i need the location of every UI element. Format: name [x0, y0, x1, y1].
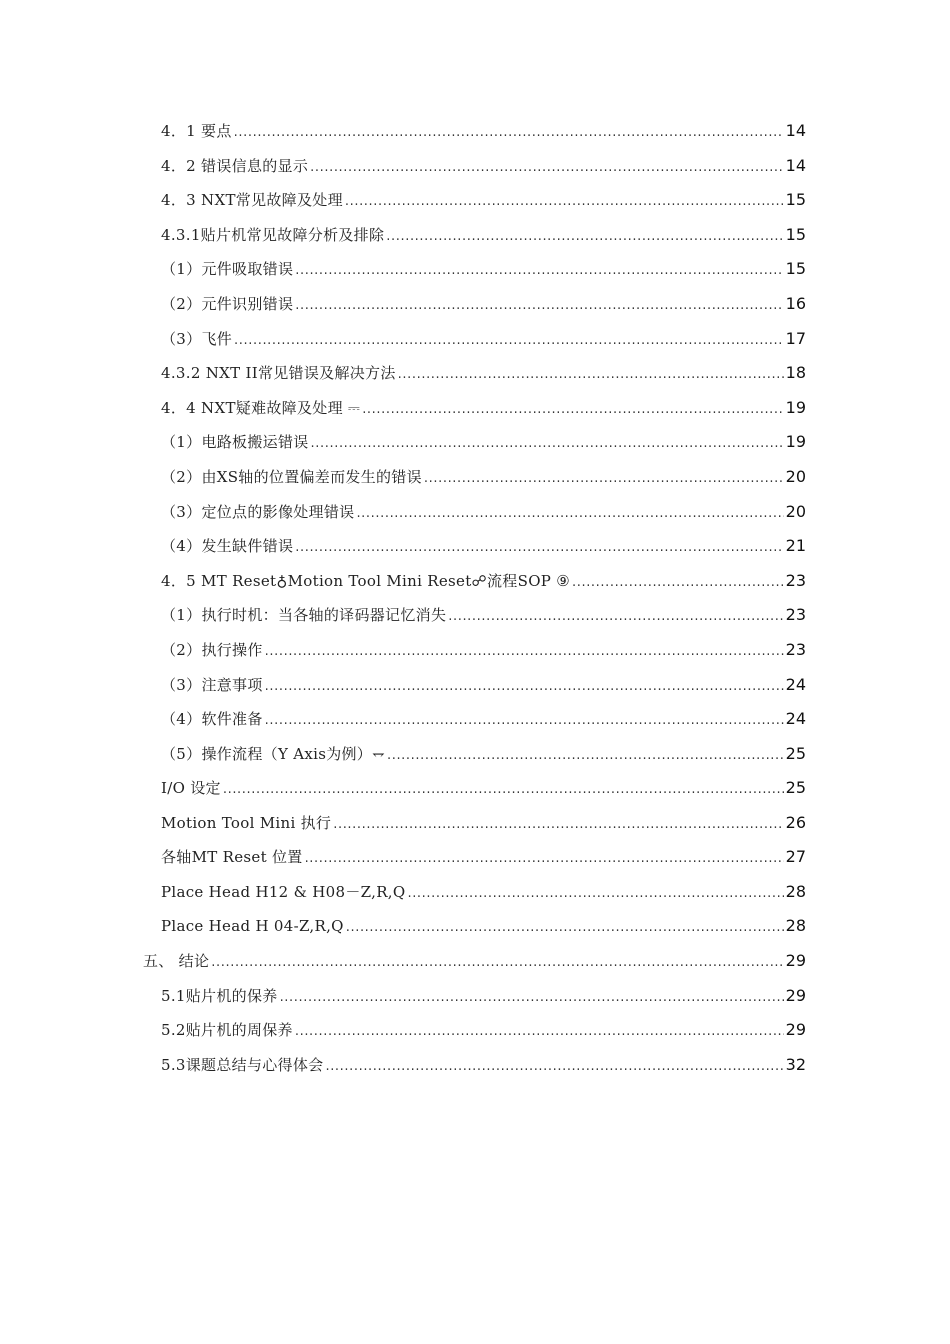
- toc-dot-leader: [265, 679, 784, 694]
- toc-entry[interactable]: [161, 328, 806, 363]
- toc-dot-leader: [311, 436, 784, 451]
- toc-page-number: 19: [785, 432, 806, 452]
- toc-entry[interactable]: [161, 777, 806, 812]
- toc-dot-leader: [386, 229, 783, 244]
- toc-entry-title: Place Head H12 & H08－Z,R,Q: [161, 883, 406, 902]
- toc-entry-title: （2）元件识别错误: [161, 294, 294, 313]
- toc-entry-title: （3）飞件: [161, 329, 233, 348]
- toc-page-number: 32: [785, 1055, 806, 1075]
- toc-dot-leader: [295, 298, 783, 313]
- toc-entry-title: 4．4 NXT疑难故障及处理 ⎓: [161, 398, 361, 417]
- toc-entry-title: 4.3.2 NXT II常见错误及解决方法: [161, 364, 396, 383]
- toc-entry-title: （3）注意事项: [161, 675, 263, 694]
- toc-page-number: 27: [785, 847, 806, 867]
- toc-dot-leader: [333, 817, 783, 832]
- toc-page-number: 14: [785, 155, 806, 175]
- toc-entry-title: 各轴MT Reset 位置: [161, 848, 303, 867]
- toc-dot-leader: [448, 609, 783, 624]
- toc-page-number: 20: [785, 501, 806, 521]
- toc-entry-title: （1）执行时机：当各轴的译码器记忆消失: [161, 606, 447, 625]
- toc-entry[interactable]: [161, 466, 806, 501]
- toc-dot-leader: [572, 575, 784, 590]
- toc-entry-title: 4．3 NXT常见故障及处理: [161, 191, 343, 210]
- toc-entry-title: 4.3.1贴片机常见故障分析及排除: [161, 225, 385, 244]
- toc-entry[interactable]: [161, 155, 806, 190]
- toc-entry-title: Motion Tool Mini 执行: [161, 813, 332, 832]
- toc-entry-title: （1）电路板搬运错误: [161, 433, 309, 452]
- toc-entry[interactable]: [161, 293, 806, 328]
- toc-entry-title: 五、 结论: [143, 952, 210, 971]
- toc-entry[interactable]: [161, 881, 806, 916]
- toc-page-number: 24: [785, 674, 806, 694]
- toc-entry[interactable]: [161, 743, 806, 778]
- table-of-contents: [143, 120, 806, 1089]
- toc-entry-title: （2）执行操作: [161, 640, 263, 659]
- toc-entry-title: Place Head H 04-Z,R,Q: [161, 916, 344, 935]
- toc-entry[interactable]: [161, 639, 806, 674]
- toc-dot-leader: [280, 990, 784, 1005]
- toc-entry[interactable]: [161, 120, 806, 155]
- toc-entry-title: （4）软件准备: [161, 710, 263, 729]
- toc-page-number: 14: [785, 121, 806, 140]
- toc-dot-leader: [325, 1059, 783, 1074]
- toc-page-number: 23: [785, 605, 806, 625]
- toc-page-number: 26: [785, 812, 806, 832]
- toc-dot-leader: [295, 263, 783, 278]
- toc-entry[interactable]: [161, 431, 806, 466]
- toc-entry-title: 5.2贴片机的周保养: [161, 1021, 293, 1040]
- toc-dot-leader: [362, 402, 783, 417]
- toc-dot-leader: [407, 886, 783, 901]
- toc-entry[interactable]: [161, 189, 806, 224]
- toc-entry[interactable]: [161, 916, 806, 951]
- toc-page-number: 19: [785, 397, 806, 417]
- toc-entry-title: 4．2 错误信息的显示: [161, 156, 309, 175]
- toc-entry-title: （3）定位点的影像处理错误: [161, 502, 355, 521]
- toc-dot-leader: [234, 333, 784, 348]
- toc-entry[interactable]: [161, 501, 806, 536]
- toc-page-number: 16: [785, 293, 806, 313]
- toc-dot-leader: [211, 955, 783, 970]
- toc-entry[interactable]: [143, 950, 806, 985]
- toc-dot-leader: [346, 920, 784, 935]
- toc-entry-title: （2）由XS轴的位置偏差而发生的错误: [161, 467, 422, 486]
- toc-entry[interactable]: [161, 1019, 806, 1054]
- toc-page-number: 29: [785, 985, 806, 1005]
- toc-dot-leader: [234, 125, 784, 140]
- toc-dot-leader: [295, 540, 783, 555]
- toc-entry-title: （4）发生缺件错误: [161, 537, 294, 556]
- toc-entry-title: 5.1贴片机的保养: [161, 986, 278, 1005]
- toc-entry-title: 4．1 要点: [161, 122, 232, 140]
- toc-page-number: 25: [785, 778, 806, 798]
- toc-page-number: 15: [785, 224, 806, 244]
- toc-dot-leader: [305, 851, 784, 866]
- toc-page-number: 28: [785, 915, 806, 935]
- toc-dot-leader: [356, 506, 783, 521]
- toc-page-number: 15: [785, 259, 806, 279]
- toc-entry-title: 4．5 MT Reset♁Motion Tool Mini Reset☍流程SOP ⑨: [161, 571, 570, 590]
- toc-entry[interactable]: [161, 604, 806, 639]
- toc-entry-title: （5）操作流程（Y Axis为例）⥐: [161, 744, 385, 763]
- toc-page-number: 20: [785, 466, 806, 486]
- toc-page-number: 29: [785, 1020, 806, 1040]
- toc-entry[interactable]: [161, 812, 806, 847]
- toc-entry[interactable]: [161, 224, 806, 259]
- toc-entry-title: （1）元件吸取错误: [161, 260, 294, 279]
- toc-page-number: 15: [785, 190, 806, 210]
- toc-page-number: 21: [785, 536, 806, 556]
- toc-entry[interactable]: [161, 1054, 806, 1089]
- toc-dot-leader: [387, 748, 784, 763]
- toc-page-number: 17: [785, 328, 806, 348]
- toc-page-number: 23: [785, 570, 806, 590]
- toc-page-number: 24: [785, 709, 806, 729]
- toc-entry[interactable]: [161, 535, 806, 570]
- toc-entry-title: 5.3课题总结与心得体会: [161, 1056, 324, 1075]
- toc-entry[interactable]: [161, 846, 806, 881]
- toc-entry[interactable]: [161, 674, 806, 709]
- toc-entry[interactable]: [161, 362, 806, 397]
- toc-entry-title: I/O 设定: [161, 779, 221, 798]
- toc-entry[interactable]: [161, 985, 806, 1020]
- toc-entry[interactable]: [161, 570, 806, 605]
- toc-page-number: 29: [785, 951, 806, 971]
- toc-entry[interactable]: [161, 708, 806, 743]
- toc-page-number: 18: [785, 363, 806, 383]
- toc-dot-leader: [310, 160, 783, 175]
- toc-page-number: 23: [785, 639, 806, 659]
- toc-entry[interactable]: [161, 258, 806, 293]
- toc-dot-leader: [265, 713, 784, 728]
- toc-page-number: 25: [785, 743, 806, 763]
- toc-dot-leader: [295, 1024, 784, 1039]
- toc-dot-leader: [265, 644, 784, 659]
- toc-entry[interactable]: [161, 397, 806, 432]
- toc-dot-leader: [424, 471, 784, 486]
- toc-page-number: 28: [785, 882, 806, 902]
- toc-dot-leader: [345, 194, 784, 209]
- toc-dot-leader: [223, 782, 784, 797]
- toc-dot-leader: [398, 367, 784, 382]
